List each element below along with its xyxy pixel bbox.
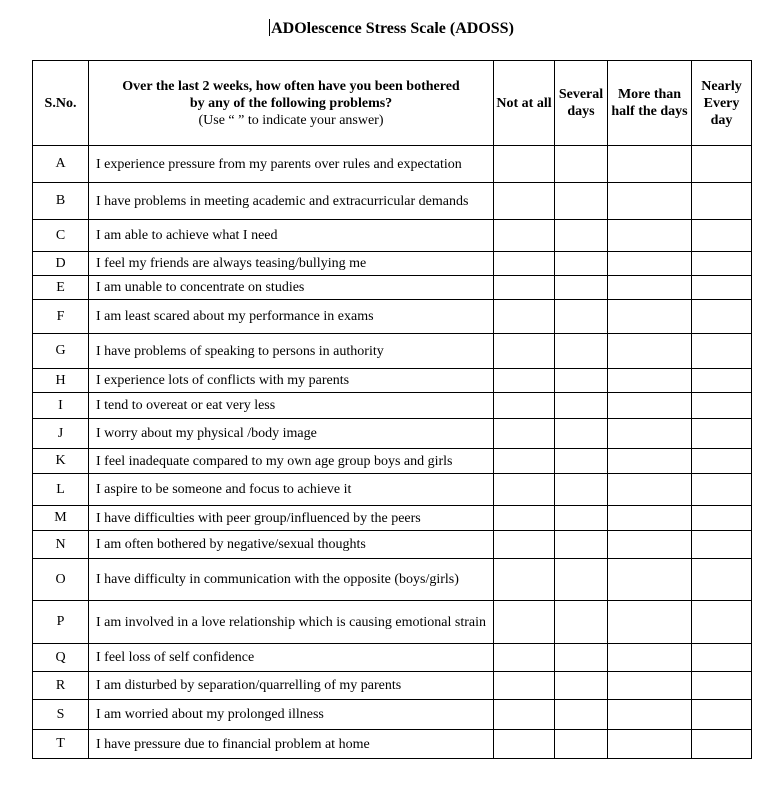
item-statement: I have difficulties with peer group/influenced by the peers	[89, 506, 494, 531]
item-sno: P	[33, 601, 89, 644]
answer-cell-not-at-all[interactable]	[494, 730, 555, 759]
answer-cell-several-days[interactable]	[555, 730, 608, 759]
item-statement: I am involved in a love relationship which is causing emotional strain	[89, 601, 494, 644]
table-row	[33, 276, 752, 300]
table-row	[33, 700, 752, 730]
answer-cell-several-days[interactable]	[555, 644, 608, 672]
answer-cell-more-than-half[interactable]	[608, 730, 692, 759]
answer-cell-several-days[interactable]	[555, 700, 608, 730]
item-statement: I have difficulty in communication with the opposite (boys/girls)	[89, 559, 494, 601]
item-statement: I feel loss of self confidence	[89, 644, 494, 672]
answer-cell-more-than-half[interactable]	[608, 474, 692, 506]
item-statement: I have problems of speaking to persons in authority	[89, 334, 494, 369]
answer-cell-not-at-all[interactable]	[494, 220, 555, 252]
answer-cell-more-than-half[interactable]	[608, 393, 692, 419]
answer-cell-not-at-all[interactable]	[494, 334, 555, 369]
answer-cell-not-at-all[interactable]	[494, 252, 555, 276]
table-row	[33, 300, 752, 334]
answer-cell-nearly-every-day[interactable]	[692, 146, 752, 183]
answer-cell-nearly-every-day[interactable]	[692, 183, 752, 220]
table-row	[33, 183, 752, 220]
item-sno: E	[33, 276, 89, 300]
page-title	[0, 19, 783, 38]
answer-cell-not-at-all[interactable]	[494, 369, 555, 393]
item-sno: J	[33, 419, 89, 449]
answer-cell-more-than-half[interactable]	[608, 183, 692, 220]
table-row	[33, 730, 752, 759]
table-row	[33, 531, 752, 559]
answer-cell-nearly-every-day[interactable]	[692, 300, 752, 334]
item-sno: C	[33, 220, 89, 252]
answer-cell-several-days[interactable]	[555, 506, 608, 531]
item-statement: I am often bothered by negative/sexual thoughts	[89, 531, 494, 559]
item-statement: I experience lots of conflicts with my parents	[89, 369, 494, 393]
answer-cell-nearly-every-day[interactable]	[692, 334, 752, 369]
answer-cell-several-days[interactable]	[555, 334, 608, 369]
item-statement: I tend to overeat or eat very less	[89, 393, 494, 419]
answer-cell-several-days[interactable]	[555, 252, 608, 276]
table-row	[33, 252, 752, 276]
answer-cell-not-at-all[interactable]	[494, 506, 555, 531]
answer-cell-more-than-half[interactable]	[608, 252, 692, 276]
question-instruction: (Use “ ” to indicate your answer)	[198, 112, 384, 128]
question-header	[89, 61, 494, 146]
answer-cell-several-days[interactable]	[555, 672, 608, 700]
answer-cell-several-days[interactable]	[555, 220, 608, 252]
answer-cell-nearly-every-day[interactable]	[692, 730, 752, 759]
item-statement: I have pressure due to financial problem at home	[89, 730, 494, 759]
item-sno: Q	[33, 644, 89, 672]
answer-cell-several-days[interactable]	[555, 300, 608, 334]
question-line-1: Over the last 2 weeks, how often have you been bothered	[122, 78, 460, 94]
answer-cell-not-at-all[interactable]	[494, 393, 555, 419]
table-row	[33, 644, 752, 672]
answer-cell-more-than-half[interactable]	[608, 449, 692, 474]
answer-cell-more-than-half[interactable]	[608, 220, 692, 252]
answer-cell-nearly-every-day[interactable]	[692, 506, 752, 531]
answer-cell-several-days[interactable]	[555, 449, 608, 474]
answer-cell-more-than-half[interactable]	[608, 672, 692, 700]
item-sno: L	[33, 474, 89, 506]
item-statement: I have problems in meeting academic and extracurricular demands	[89, 183, 494, 220]
item-sno: A	[33, 146, 89, 183]
answer-cell-several-days[interactable]	[555, 393, 608, 419]
table-row	[33, 146, 752, 183]
table-row	[33, 506, 752, 531]
answer-cell-not-at-all[interactable]	[494, 300, 555, 334]
answer-cell-more-than-half[interactable]	[608, 276, 692, 300]
item-sno: B	[33, 183, 89, 220]
answer-cell-not-at-all[interactable]	[494, 474, 555, 506]
option-header-nearly-every-day: Nearly Every day	[692, 61, 752, 146]
item-sno: G	[33, 334, 89, 369]
answer-cell-not-at-all[interactable]	[494, 672, 555, 700]
table-row	[33, 220, 752, 252]
answer-cell-nearly-every-day[interactable]	[692, 601, 752, 644]
answer-cell-more-than-half[interactable]	[608, 334, 692, 369]
answer-cell-several-days[interactable]	[555, 276, 608, 300]
item-sno: K	[33, 449, 89, 474]
table-row	[33, 369, 752, 393]
table-row	[33, 334, 752, 369]
answer-cell-nearly-every-day[interactable]	[692, 220, 752, 252]
answer-cell-several-days[interactable]	[555, 531, 608, 559]
answer-cell-several-days[interactable]	[555, 474, 608, 506]
item-statement: I experience pressure from my parents over rules and expectation	[89, 146, 494, 183]
answer-cell-more-than-half[interactable]	[608, 146, 692, 183]
sno-header: S.No.	[33, 61, 89, 146]
item-statement: I am unable to concentrate on studies	[89, 276, 494, 300]
answer-cell-not-at-all[interactable]	[494, 700, 555, 730]
answer-cell-more-than-half[interactable]	[608, 700, 692, 730]
question-line-2: by any of the following problems?	[189, 95, 393, 111]
option-header-several-days: Several days	[555, 61, 608, 146]
item-statement: I worry about my physical /body image	[89, 419, 494, 449]
item-sno: R	[33, 672, 89, 700]
answer-cell-not-at-all[interactable]	[494, 644, 555, 672]
item-statement: I am worried about my prolonged illness	[89, 700, 494, 730]
item-statement: I aspire to be someone and focus to achieve it	[89, 474, 494, 506]
answer-cell-not-at-all[interactable]	[494, 531, 555, 559]
item-sno: T	[33, 730, 89, 759]
answer-cell-nearly-every-day[interactable]	[692, 252, 752, 276]
answer-cell-nearly-every-day[interactable]	[692, 369, 752, 393]
answer-cell-several-days[interactable]	[555, 419, 608, 449]
item-sno: H	[33, 369, 89, 393]
table-row	[33, 393, 752, 419]
answer-cell-nearly-every-day[interactable]	[692, 449, 752, 474]
text-cursor	[269, 19, 270, 36]
answer-cell-not-at-all[interactable]	[494, 419, 555, 449]
answer-cell-several-days[interactable]	[555, 146, 608, 183]
table-row	[33, 449, 752, 474]
answer-cell-more-than-half[interactable]	[608, 601, 692, 644]
answer-cell-several-days[interactable]	[555, 601, 608, 644]
answer-cell-nearly-every-day[interactable]	[692, 474, 752, 506]
answer-cell-several-days[interactable]	[555, 183, 608, 220]
table-row	[33, 419, 752, 449]
answer-cell-not-at-all[interactable]	[494, 449, 555, 474]
answer-cell-more-than-half[interactable]	[608, 531, 692, 559]
item-statement: I am least scared about my performance in exams	[89, 300, 494, 334]
answer-cell-nearly-every-day[interactable]	[692, 700, 752, 730]
table-row	[33, 559, 752, 601]
item-sno: M	[33, 506, 89, 531]
item-sno: N	[33, 531, 89, 559]
answer-cell-more-than-half[interactable]	[608, 506, 692, 531]
answer-cell-not-at-all[interactable]	[494, 183, 555, 220]
answer-cell-several-days[interactable]	[555, 369, 608, 393]
item-sno: D	[33, 252, 89, 276]
answer-cell-nearly-every-day[interactable]	[692, 393, 752, 419]
option-header-more-than-half: More than half the days	[608, 61, 692, 146]
item-sno: S	[33, 700, 89, 730]
item-sno: F	[33, 300, 89, 334]
stress-scale-table	[32, 60, 752, 759]
title-text: ADOlescence Stress Scale (ADOSS)	[271, 20, 514, 37]
answer-cell-nearly-every-day[interactable]	[692, 531, 752, 559]
answer-cell-nearly-every-day[interactable]	[692, 644, 752, 672]
answer-cell-more-than-half[interactable]	[608, 419, 692, 449]
item-statement: I feel inadequate compared to my own age group boys and girls	[89, 449, 494, 474]
answer-cell-several-days[interactable]	[555, 559, 608, 601]
item-sno: I	[33, 393, 89, 419]
item-statement: I feel my friends are always teasing/bullying me	[89, 252, 494, 276]
answer-cell-not-at-all[interactable]	[494, 559, 555, 601]
answer-cell-nearly-every-day[interactable]	[692, 672, 752, 700]
answer-cell-not-at-all[interactable]	[494, 601, 555, 644]
answer-cell-nearly-every-day[interactable]	[692, 419, 752, 449]
table-row	[33, 601, 752, 644]
table-row	[33, 672, 752, 700]
answer-cell-nearly-every-day[interactable]	[692, 559, 752, 601]
header-row	[33, 61, 752, 146]
answer-cell-more-than-half[interactable]	[608, 559, 692, 601]
answer-cell-nearly-every-day[interactable]	[692, 276, 752, 300]
table-row	[33, 474, 752, 506]
item-statement: I am able to achieve what I need	[89, 220, 494, 252]
answer-cell-not-at-all[interactable]	[494, 146, 555, 183]
answer-cell-more-than-half[interactable]	[608, 300, 692, 334]
option-header-not-at-all: Not at all	[494, 61, 555, 146]
answer-cell-more-than-half[interactable]	[608, 369, 692, 393]
answer-cell-not-at-all[interactable]	[494, 276, 555, 300]
item-sno: O	[33, 559, 89, 601]
item-statement: I am disturbed by separation/quarrelling of my parents	[89, 672, 494, 700]
answer-cell-more-than-half[interactable]	[608, 644, 692, 672]
